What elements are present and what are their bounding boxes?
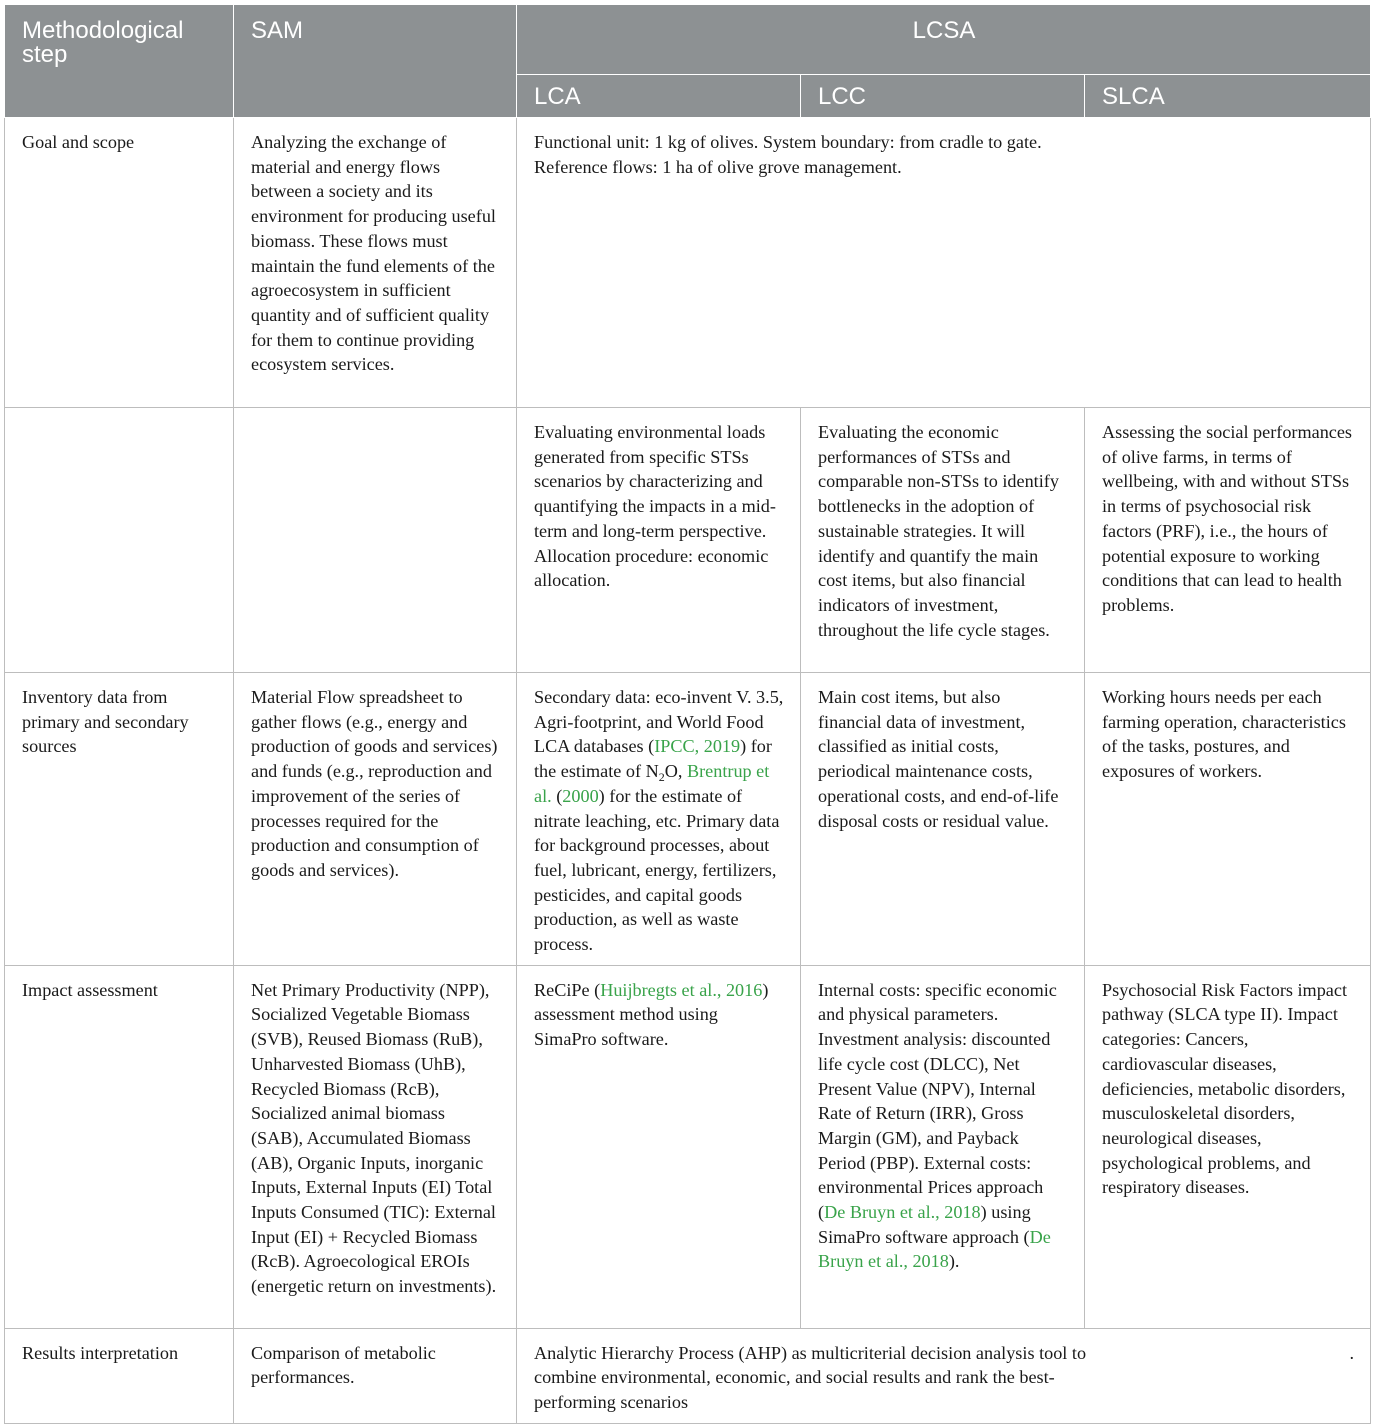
sam-cell: Net Primary Productivity (NPP), Socialized Vegetable Biomass (SVB), Reused Biomass (RuB), Unharvested Biomass (UhB), Recycled Biomass (RcB), Socialized animal biomass (SAB), Accumulated Biomass (AB), Organic Inputs, inorganic Inputs, External Inputs (EI) Total Inputs Consumed (TIC): External Input (EI) + Recycled Biomass (RcB). Agroecological EROIs (energetic return on investments). — [234, 965, 517, 1328]
lca-cell — [517, 965, 801, 1328]
citation-link-de-bruyn[interactable]: De Bruyn et al., 2018 — [824, 1202, 981, 1223]
row-label: Impact assessment — [5, 965, 234, 1328]
row-label: Results interpretation — [5, 1328, 234, 1423]
lcsa-methodology-table — [4, 4, 1371, 1424]
table-row-results — [5, 1328, 1371, 1423]
header-methodological-step: Methodological step — [5, 5, 234, 118]
text-fragment: ) assessment method using SimaPro software. — [534, 979, 769, 1050]
citation-link-de-bruyn-2[interactable]: De Bruyn et al., 2018 — [818, 1226, 1051, 1272]
lcc-cell: Main cost items, but also financial data of investment, classified as initial costs, periodical maintenance costs, operational costs, and end-of-life disposal costs or residual value. — [801, 673, 1085, 966]
lca-cell: Evaluating environmental loads generated from specific STSs scenarios by characterizing and quantifying the impacts in a mid-term and long-term perspective. Allocation procedure: economic allocation. — [517, 408, 801, 673]
sam-cell: Material Flow spreadsheet to gather flows (e.g., energy and production of goods and services) and funds (e.g., reproduction and improvement of the series of processes required for the production and consumption of goods and services). — [234, 673, 517, 966]
subscript: 2 — [658, 770, 665, 785]
row-label: Inventory data from primary and secondary sources — [5, 673, 234, 966]
sam-cell: Analyzing the exchange of material and energy flows between a society and its environment for producing useful biomass. These flows must maintain the fund elements of the agroecosystem in sufficient quantity and of sufficient quality for them to continue providing ecosystem services. — [234, 118, 517, 408]
table-row-impact-assessment — [5, 965, 1371, 1328]
header-slca: SLCA — [1085, 75, 1371, 118]
slca-cell: Working hours needs per each farming operation, characteristics of the tasks, postures, and exposures of workers. — [1085, 673, 1371, 966]
sam-cell: Comparison of metabolic performances. — [234, 1328, 517, 1423]
header-lcc: LCC — [801, 75, 1085, 118]
citation-link-huijbregts[interactable]: Huijbregts et al., 2016 — [600, 979, 763, 1000]
ahp-text: Analytic Hierarchy Process (AHP) as multicriterial decision analysis tool to combine environmental, economic, and social results and rank the best-performing scenarios — [534, 1342, 1087, 1413]
header-lca: LCA — [517, 75, 801, 118]
slca-cell: Psychosocial Risk Factors impact pathway (SLCA type II). Impact categories: Cancers, cardiovascular diseases, deficiencies, metabolic disorders, musculoskeletal disorders, neurological diseases, psychological problems, and respiratory diseases. — [1085, 965, 1371, 1328]
text-fragment: ). — [948, 1251, 960, 1272]
citation-link-brentrup[interactable]: Brentrup et al. — [534, 761, 770, 806]
citation-link-ipcc[interactable]: IPCC, 2019 — [654, 736, 741, 757]
header-lcsa: LCSA — [517, 5, 1371, 75]
text-fragment: Internal costs: specific economic and physical parameters. Investment analysis: discounted life cycle cost (DLCC), Net Present Value (NPV), Internal Rate of Return (IRR), Gross Margin (GM), and Payback Period (PBP). External costs: environmental Prices approach ( — [818, 979, 1057, 1223]
citation-link-brentrup-year[interactable]: 2000 — [562, 785, 599, 806]
lcc-cell: Evaluating the economic performances of STSs and comparable non-STSs to identify bottlenecks in the adoption of sustainable strategies. It will identify and quantify the main cost items, but also financial indicators of investment, throughout the life cycle stages. — [801, 408, 1085, 673]
text-fragment: ( — [551, 785, 563, 806]
text-fragment: ) using SimaPro software approach ( — [818, 1202, 1031, 1247]
reference-flows-text: Reference flows: 1 ha of olive grove management. — [534, 156, 902, 177]
table-header — [5, 5, 1371, 118]
functional-unit-text: Functional unit: 1 kg of olives. System boundary: from cradle to gate. — [534, 132, 1042, 152]
header-sam: SAM — [234, 5, 517, 118]
table-row-goal-scope-detail — [5, 408, 1371, 673]
table-row-goal-scope — [5, 118, 1371, 408]
text-fragment: O, — [664, 761, 687, 782]
slca-cell: Assessing the social performances of olive farms, in terms of wellbeing, with and without STSs in terms of psychosocial risk factors (PRF), i.e., the hours of potential exposure to working conditions that can lead to health problems. — [1085, 408, 1371, 673]
row-label: Goal and scope — [5, 118, 234, 408]
text-fragment: Secondary data: eco-invent V. 3.5, Agri-footprint, and World Food LCA databases ( — [534, 687, 784, 757]
lcc-cell — [801, 965, 1085, 1328]
text-fragment: ReCiPe ( — [534, 979, 601, 1000]
text-fragment: ) for the estimate of nitrate leaching, etc. Primary data for background processes, about fuel, lubricant, energy, fertilizers, pesticides, and capital goods production, as well as waste process. — [534, 785, 780, 955]
lca-cell — [517, 673, 801, 966]
lcsa-shared-cell — [517, 1328, 1371, 1423]
trailing-period: . — [1349, 1342, 1354, 1363]
table-body — [5, 118, 1371, 1424]
row-label — [5, 408, 234, 673]
text-fragment: ) for the estimate of N — [534, 736, 772, 782]
header-row — [5, 5, 1371, 75]
table-row-inventory — [5, 673, 1371, 966]
lcsa-shared-cell — [517, 118, 1371, 408]
sam-cell — [234, 408, 517, 673]
